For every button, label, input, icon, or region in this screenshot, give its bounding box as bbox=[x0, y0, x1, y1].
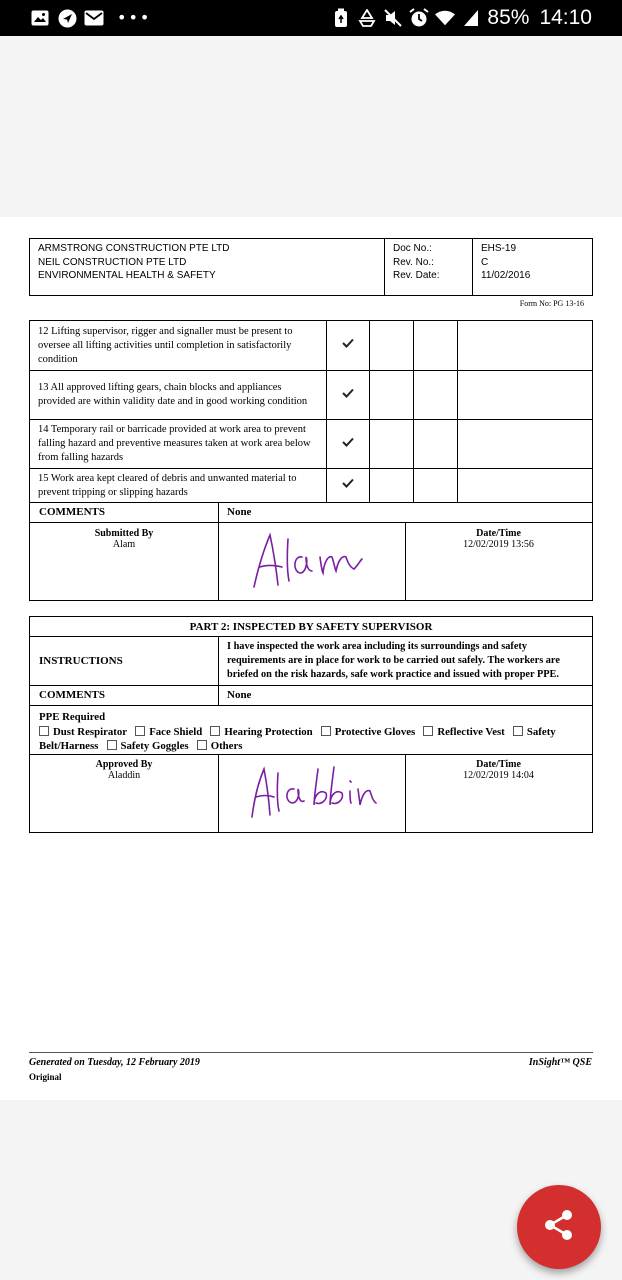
approved-by-name: Aladdin bbox=[107, 770, 141, 781]
instructions-text: I have inspected the work area including its surroundings and safety requirements are in place for work to be carried out safely. The workers are briefed on the risk hazards, safe work practice and issued with proper PPE. bbox=[227, 641, 560, 680]
part1-comments-row bbox=[29, 502, 593, 523]
doc-no-value: EHS-19 bbox=[481, 243, 517, 254]
no-cell bbox=[370, 371, 414, 420]
ppe-option-reflective-vest[interactable]: Reflective Vest bbox=[423, 726, 504, 738]
no-cell bbox=[370, 469, 414, 503]
yes-cell bbox=[326, 371, 370, 420]
approved-datetime: 12/02/2019 14:04 bbox=[463, 770, 534, 781]
company-line: NEIL CONSTRUCTION PTE LTD bbox=[38, 256, 187, 268]
submitted-by-name: Alam bbox=[112, 539, 136, 550]
yes-cell bbox=[326, 321, 370, 371]
share-icon bbox=[541, 1207, 577, 1247]
ppe-option-face-shield[interactable]: Face Shield bbox=[135, 726, 202, 738]
form-number: Form No: PG 13-16 bbox=[519, 299, 584, 308]
part2-instructions-row bbox=[29, 636, 593, 686]
datetime-label: Date/Time bbox=[476, 759, 521, 770]
navigation-icon bbox=[57, 8, 77, 28]
rev-date-label: Rev. Date: bbox=[393, 270, 440, 281]
checkbox[interactable] bbox=[39, 726, 49, 736]
doc-field-values bbox=[473, 239, 592, 295]
image-icon bbox=[30, 8, 50, 28]
recycle-icon bbox=[357, 8, 377, 28]
doc-field-labels bbox=[385, 239, 473, 295]
submitted-by-label: Submitted By bbox=[94, 528, 154, 539]
brand-label: InSight™ QSE bbox=[528, 1057, 592, 1068]
ppe-option-protective-gloves[interactable]: Protective Gloves bbox=[321, 726, 415, 738]
alarm-icon bbox=[409, 8, 429, 28]
battery-level: 85% bbox=[487, 6, 530, 29]
table-row bbox=[30, 420, 593, 469]
ppe-option-safety-goggles[interactable]: Safety Goggles bbox=[107, 740, 189, 752]
signal-icon bbox=[461, 8, 481, 28]
company-names bbox=[30, 239, 385, 295]
checkbox[interactable] bbox=[107, 740, 117, 750]
checklist-item-text: 15 Work area kept cleared of debris and unwanted material to prevent tripping or slipping hazards bbox=[30, 469, 327, 503]
yes-cell bbox=[326, 420, 370, 469]
part2-title: PART 2: INSPECTED BY SAFETY SUPERVISOR bbox=[189, 621, 433, 633]
comments-label: COMMENTS bbox=[39, 506, 105, 518]
checklist-table bbox=[29, 320, 593, 503]
na-cell bbox=[414, 469, 458, 503]
checklist-item-text: 12 Lifting supervisor, rigger and signaller must be present to oversee all lifting activities until completion in satisfactorily condition bbox=[30, 321, 327, 371]
checkbox[interactable] bbox=[210, 726, 220, 736]
na-cell bbox=[414, 420, 458, 469]
comments-label: COMMENTS bbox=[39, 689, 105, 701]
remarks-cell bbox=[458, 469, 593, 503]
footer-divider bbox=[29, 1052, 593, 1053]
remarks-cell bbox=[458, 371, 593, 420]
remarks-cell bbox=[458, 420, 593, 469]
more-notifications-indicator: ••• bbox=[117, 8, 152, 27]
checkbox[interactable] bbox=[135, 726, 145, 736]
na-cell bbox=[414, 321, 458, 371]
no-cell bbox=[370, 321, 414, 371]
ppe-option-safety-belt-harness[interactable]: Safety Belt/Harness bbox=[39, 725, 556, 752]
ppe-row bbox=[29, 705, 593, 755]
checklist-item-text: 14 Temporary rail or barricade provided at work area to prevent falling hazard and preventive measures taken at work area below from falling hazards bbox=[30, 420, 327, 469]
mute-icon bbox=[383, 8, 403, 28]
rev-date-value: 11/02/2016 bbox=[481, 270, 531, 281]
check-icon bbox=[342, 439, 354, 450]
rev-no-label: Rev. No.: bbox=[393, 256, 434, 268]
generated-date: Generated on Tuesday, 12 February 2019 bbox=[29, 1057, 200, 1068]
part2-title-row bbox=[29, 616, 593, 637]
rev-no-value: C bbox=[481, 256, 489, 268]
table-row bbox=[30, 371, 593, 420]
check-icon bbox=[342, 340, 354, 351]
document-page bbox=[0, 217, 622, 1100]
original-label: Original bbox=[29, 1072, 62, 1082]
yes-cell bbox=[326, 469, 370, 503]
wifi-icon bbox=[435, 8, 455, 28]
submitted-datetime: 12/02/2019 13:56 bbox=[463, 539, 534, 550]
doc-no-label: Doc No.: bbox=[393, 243, 432, 254]
datetime-label: Date/Time bbox=[476, 528, 521, 539]
ppe-label: PPE Required bbox=[39, 711, 106, 723]
checkbox[interactable] bbox=[513, 726, 523, 736]
remarks-cell bbox=[458, 321, 593, 371]
status-bar bbox=[0, 0, 622, 36]
approver-signature bbox=[242, 759, 392, 825]
comments-value: None bbox=[227, 506, 252, 518]
checkbox[interactable] bbox=[423, 726, 433, 736]
approved-by-label: Approved By bbox=[95, 759, 153, 770]
document-header bbox=[29, 238, 593, 296]
check-icon bbox=[342, 480, 354, 491]
company-line: ENVIRONMENTAL HEALTH & SAFETY bbox=[38, 270, 216, 281]
mail-icon bbox=[84, 8, 104, 28]
check-icon bbox=[342, 390, 354, 401]
table-row bbox=[30, 321, 593, 371]
no-cell bbox=[370, 420, 414, 469]
submitter-signature bbox=[240, 527, 380, 593]
comments-value: None bbox=[227, 689, 252, 701]
ppe-option-hearing-protection[interactable]: Hearing Protection bbox=[210, 726, 312, 738]
instructions-label: INSTRUCTIONS bbox=[39, 655, 123, 667]
table-row bbox=[30, 469, 593, 503]
checkbox[interactable] bbox=[321, 726, 331, 736]
na-cell bbox=[414, 371, 458, 420]
clock: 14:10 bbox=[539, 6, 592, 29]
checklist-item-text: 13 All approved lifting gears, chain blocks and appliances provided are within validity date and in good working condition bbox=[30, 371, 327, 420]
part2-comments-row bbox=[29, 685, 593, 706]
share-button[interactable] bbox=[517, 1185, 601, 1269]
part2-signature-row bbox=[29, 754, 593, 833]
battery-saver-icon bbox=[331, 8, 351, 28]
checkbox[interactable] bbox=[197, 740, 207, 750]
part1-signature-row bbox=[29, 522, 593, 601]
company-line: ARMSTRONG CONSTRUCTION PTE LTD bbox=[38, 243, 230, 254]
ppe-option-dust-respirator[interactable]: Dust Respirator bbox=[39, 726, 127, 738]
ppe-option-others[interactable]: Others bbox=[197, 740, 243, 752]
